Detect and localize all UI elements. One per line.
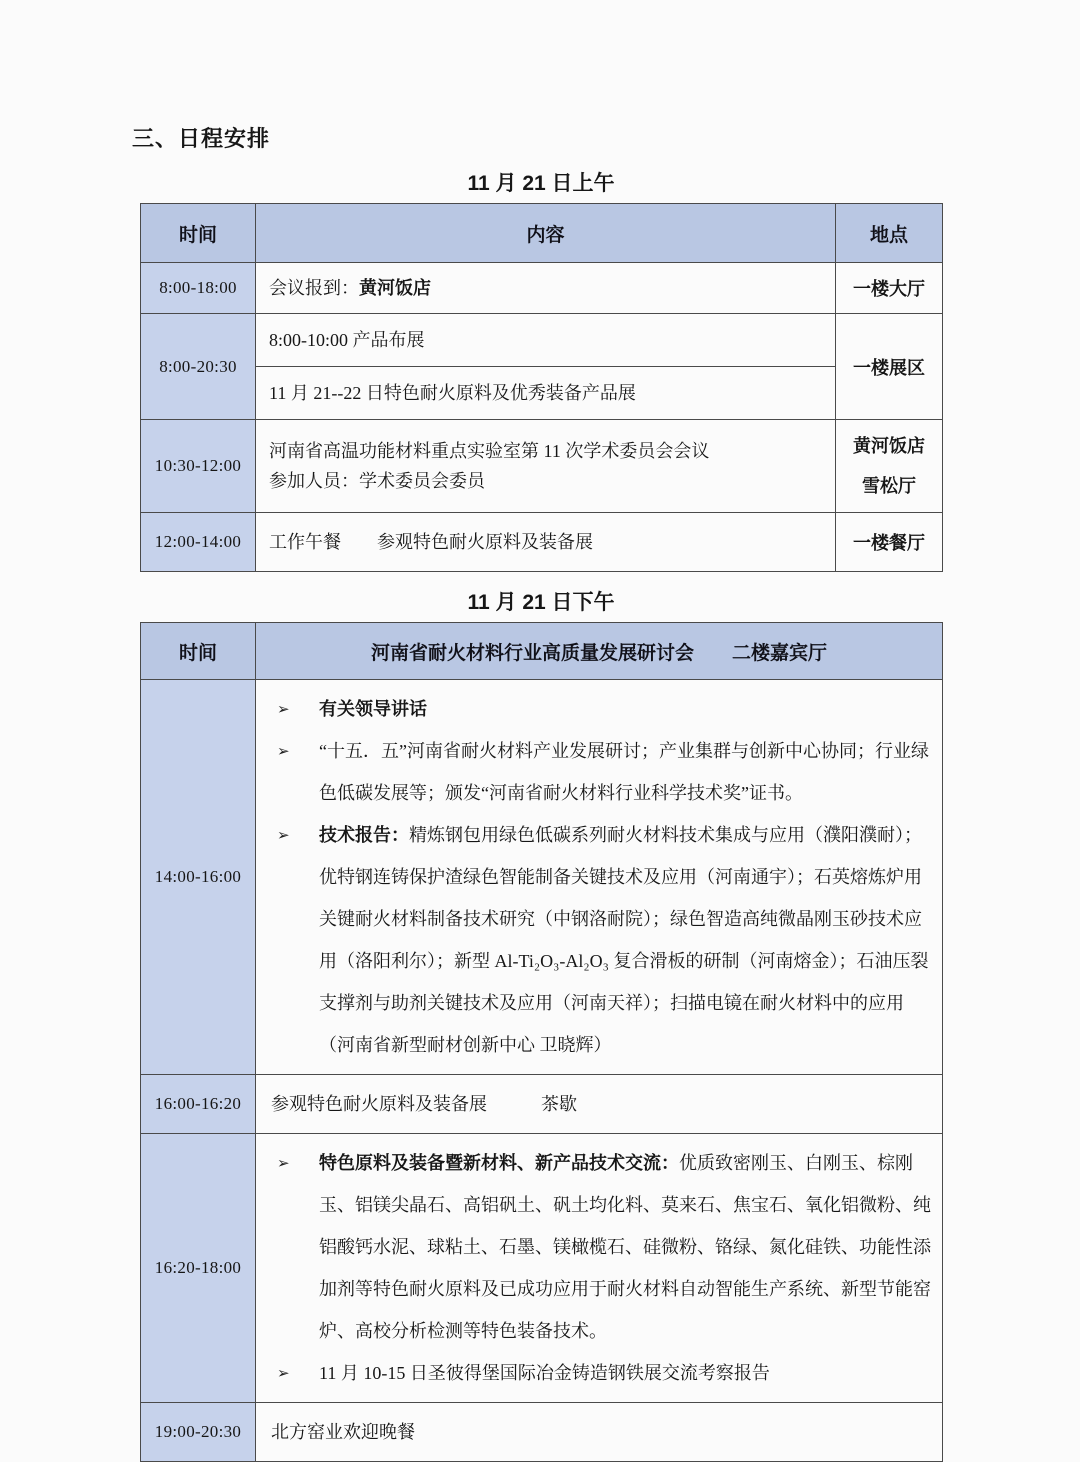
content-cell: [256, 420, 836, 513]
text-run: 8:00-10:00 产品布展: [269, 330, 425, 350]
time-cell: 8:00-18:00: [141, 263, 256, 314]
table-header-row: [141, 204, 943, 263]
arrow-bullet-icon: ➢: [277, 1364, 290, 1382]
text-run: 11 月 21--22 日特色耐火原料及优秀装备产品展: [269, 383, 636, 403]
content-cell: [256, 513, 836, 572]
text-run: 会议报到：: [269, 278, 359, 298]
paragraph: [269, 814, 932, 1066]
afternoon-table-title: 11 月 21 日下午: [467, 591, 615, 614]
paragraph: [269, 1352, 932, 1394]
content-line: [269, 466, 825, 496]
arrow-bullet-icon: ➢: [277, 700, 290, 718]
location-cell: 一楼大厅: [836, 263, 943, 314]
text-run: 精炼钢包用绿色低碳系列耐火材料技术集成与应用（濮阳濮耐）；优特钢连铸保护渣绿色智能制备关键技术及应用（河南通宇）；石英熔炼炉用关键耐火材料制备技术研究（中钢洛耐院）；绿色智造高纯微晶刚玉砂技术应用（洛阳利尔）；新型 Al-Ti₂O₃-Al₂O₃ 复合滑板的研制（河南熔金）；石油压裂支撑剂与助剂关键技术及应用（河南天祥）；扫描电镜在耐火材料中的应用（河南省新型耐材创新中心 卫晓辉）: [319, 825, 929, 1055]
text-run: “十五．五”河南省耐火材料产业发展研讨；产业集群与创新中心协同；行业绿色低碳发展等；颁发“河南省耐火材料行业科学技术奖”证书。: [319, 741, 929, 803]
header-session-title: 河南省耐火材料行业高质量发展研讨会 二楼嘉宾厅: [256, 623, 943, 680]
text-run: 参加人员：学术委员会委员: [269, 471, 485, 491]
header-time: 时间: [141, 623, 256, 680]
content-cell: [256, 367, 836, 420]
paragraph: [269, 1142, 932, 1352]
arrow-bullet-icon: ➢: [277, 1154, 290, 1172]
section-gap: [140, 572, 942, 586]
text-run: 有关领导讲话: [319, 699, 427, 719]
time-cell: 14:00-16:00: [141, 680, 256, 1075]
content-cell: [256, 263, 836, 314]
table-row: [141, 263, 943, 314]
time-cell: 16:00-16:20: [141, 1075, 256, 1134]
location-cell: [836, 420, 943, 513]
table-row: [141, 513, 943, 572]
content-line: [269, 436, 825, 466]
location-cell: 一楼展区: [836, 314, 943, 420]
paragraph: [269, 688, 932, 730]
header-time: 时间: [141, 204, 256, 263]
time-cell: 12:00-14:00: [141, 513, 256, 572]
text-run: 特色原料及装备暨新材料、新产品技术交流：: [319, 1153, 679, 1173]
table-row: [141, 420, 943, 513]
text-run: 11 月 10-15 日圣彼得堡国际冶金铸造钢铁展交流考察报告: [319, 1363, 770, 1383]
content-cell: [256, 1403, 943, 1462]
arrow-bullet-icon: ➢: [277, 742, 290, 760]
text-run: 工作午餐 参观特色耐火原料及装备展: [269, 532, 593, 552]
text-run: 优质致密刚玉、白刚玉、棕刚玉、铝镁尖晶石、高铝矾土、矾土均化料、莫来石、焦宝石、氧化铝微粉、纯铝酸钙水泥、球粘土、石墨、镁橄榄石、硅微粉、铬绿、氮化硅铁、功能性添加剂等特色耐火原料及已成功应用于耐火材料自动智能生产系统、新型节能窑炉、高校分析检测等特色装备技术。: [319, 1153, 931, 1341]
time-cell: 8:00-20:30: [141, 314, 256, 420]
table-row: [141, 367, 943, 420]
table-header-row: [141, 623, 943, 680]
header-content: 内容: [256, 204, 836, 263]
document-page: [132, 0, 942, 1462]
morning-schedule-table: [140, 203, 943, 572]
location-cell: 一楼餐厅: [836, 513, 943, 572]
table-row: [141, 314, 943, 367]
table-row: [141, 680, 943, 1075]
afternoon-schedule-table: [140, 622, 943, 1462]
text-run: 河南省高温功能材料重点实验室第 11 次学术委员会会议: [269, 441, 710, 461]
paragraph: [269, 1083, 932, 1125]
table-row: [141, 1134, 943, 1403]
paragraph: [269, 1411, 932, 1453]
content-cell: [256, 680, 943, 1075]
content-cell: [256, 314, 836, 367]
paragraph: [269, 730, 932, 814]
content-cell: [256, 1134, 943, 1403]
section-heading: 三、日程安排: [132, 126, 271, 151]
table-row: [141, 1075, 943, 1134]
time-cell: 10:30-12:00: [141, 420, 256, 513]
time-cell: 16:20-18:00: [141, 1134, 256, 1403]
header-location: 地点: [836, 204, 943, 263]
table-row: [141, 1403, 943, 1462]
morning-table-title: 11 月 21 日上午: [467, 172, 615, 195]
location-line: 黄河饭店: [853, 436, 925, 456]
text-run: 参观特色耐火原料及装备展 茶歇: [271, 1094, 577, 1114]
location-line: 雪松厅: [862, 476, 916, 496]
text-run: 技术报告：: [319, 825, 409, 845]
time-cell: 19:00-20:30: [141, 1403, 256, 1462]
content-cell: [256, 1075, 943, 1134]
text-run: 黄河饭店: [359, 278, 431, 298]
arrow-bullet-icon: ➢: [277, 826, 290, 844]
text-run: 北方窑业欢迎晚餐: [271, 1422, 415, 1442]
